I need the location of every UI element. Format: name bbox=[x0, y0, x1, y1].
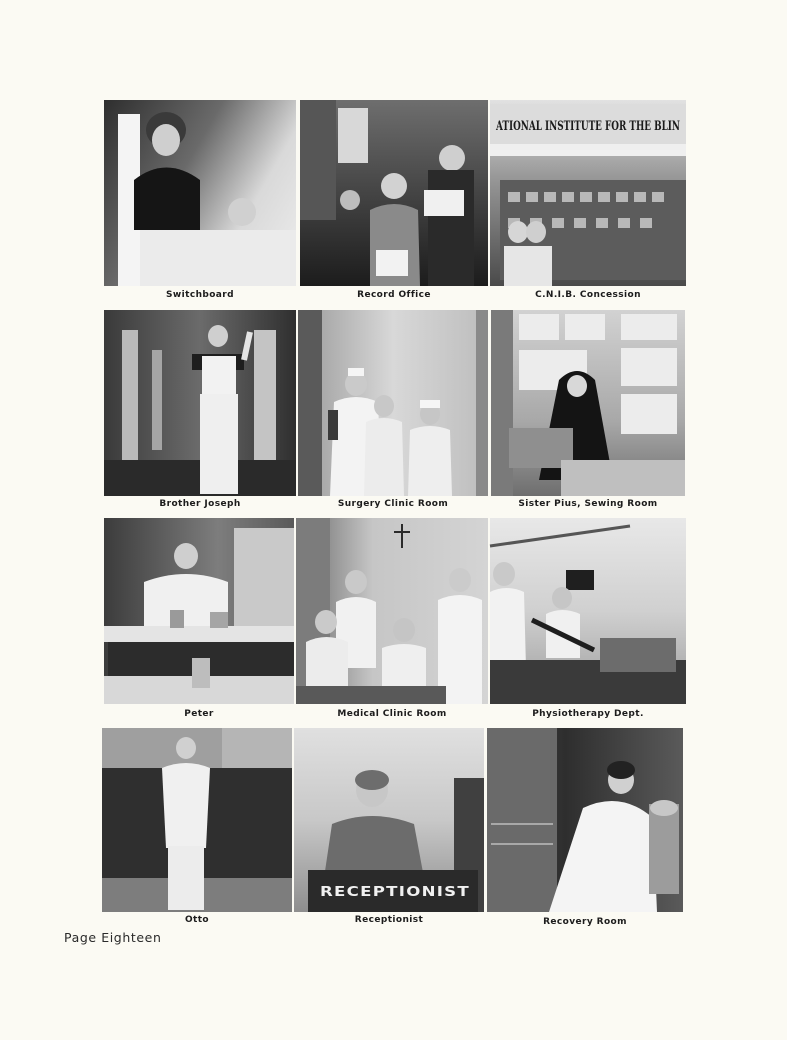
photo-otto bbox=[102, 728, 292, 912]
caption-recovery-room: Recovery Room bbox=[543, 917, 627, 927]
caption-medical-clinic-room: Medical Clinic Room bbox=[337, 709, 447, 719]
caption-sister-pius-sewing-room: Sister Pius, Sewing Room bbox=[518, 499, 658, 509]
caption-brother-joseph: Brother Joseph bbox=[159, 499, 241, 509]
caption-otto: Otto bbox=[184, 915, 210, 925]
caption-surgery-clinic-room: Surgery Clinic Room bbox=[337, 499, 449, 509]
caption-physiotherapy-dept: Physiotherapy Dept. bbox=[532, 709, 644, 719]
page-label: Page Eighteen bbox=[64, 930, 162, 945]
photo-record-office bbox=[300, 100, 488, 286]
photo-medical-clinic-room bbox=[296, 518, 488, 704]
receptionist-desk-sign: RECEPTIONIST bbox=[320, 885, 470, 900]
photo-receptionist bbox=[294, 728, 484, 912]
photo-physiotherapy-dept bbox=[490, 518, 686, 704]
photo-recovery-room bbox=[487, 728, 683, 912]
photo-peter bbox=[104, 518, 294, 704]
caption-receptionist: Receptionist bbox=[354, 915, 424, 925]
photo-cnib-concession bbox=[490, 100, 686, 286]
photo-switchboard bbox=[104, 100, 296, 286]
caption-peter: Peter bbox=[184, 709, 214, 719]
caption-cnib-concession: C.N.I.B. Concession bbox=[535, 290, 641, 300]
photo-brother-joseph bbox=[104, 310, 296, 496]
photo-surgery-clinic-room bbox=[298, 310, 488, 496]
caption-record-office: Record Office bbox=[357, 290, 431, 300]
caption-switchboard: Switchboard bbox=[166, 290, 234, 300]
cnib-sign-text: ATIONAL INSTITUTE FOR THE BLIN bbox=[495, 119, 681, 134]
photo-sister-pius-sewing-room bbox=[491, 310, 685, 496]
